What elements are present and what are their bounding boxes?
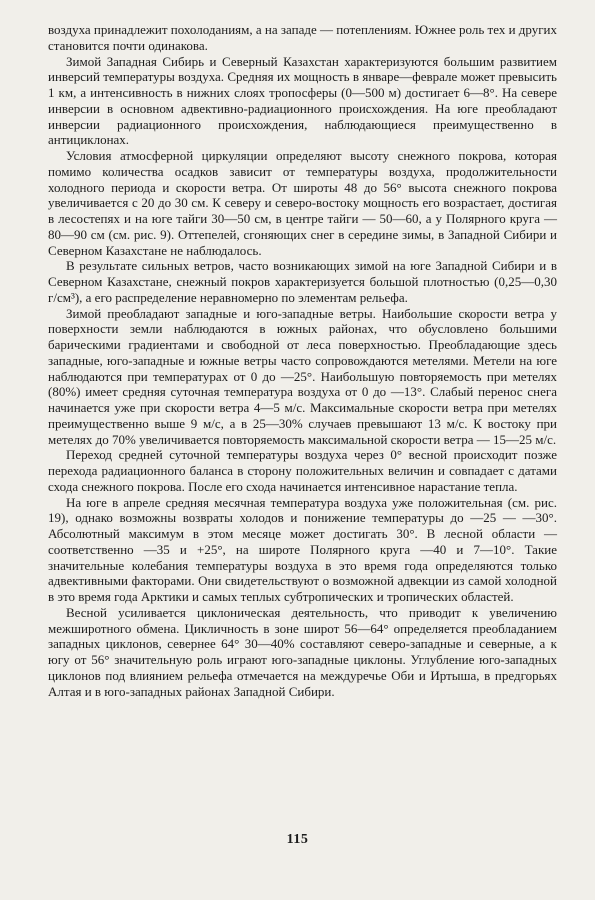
paragraph-cyclonic-activity: Весной усиливается циклоническая деятельность, что приводит к увеличению межширотного обмена. Цикличность в зоне широт 56—64° определяется преобладанием западных циклонов, севернее 64° 30—40% составляют северо-западные и северные, а к югу от 56° значительную роль играют юго-западные циклоны. Углубление юго-западных циклонов под влиянием рельефа отмечается на междуречье Оби и Иртыша, в предгорьях Алтая и в юго-западных районах Западной Сибири. xyxy=(48,604,557,699)
paragraph-winter-winds: Зимой преобладают западные и юго-западные ветры. Наибольшие скорости ветра у поверхности земли наблюдаются в южных районах, что обусловлено большими барическими градиентами и свободной от леса поверхностью. Преобладающие здесь западные, юго-западные и южные ветры часто сопровождаются метелями. Метели на юге наблюдаются при температурах от 0 до —25°. Наибольшую повторяемость при метелях (80%) имеет средняя суточная температура воздуха от 0 до —13°. Слабый перенос снега начинается уже при скорости ветра 4—5 м/с. Максимальные скорости ветра при метелях преимущественно выше 9 м/с, а в 25—30% случаев превышают 13 м/с. К востоку при метелях до 70% увеличивается повторяемость максимальной скорости ветра — 15—25 м/с. xyxy=(48,305,557,447)
text-column xyxy=(48,22,557,699)
paragraph-snow-cover: Условия атмосферной циркуляции определяют высоту снежного покрова, которая помимо количества осадков зависит от температуры воздуха, продолжительности холодного периода и скорости ветра. От широты 48 до 56° высота снежного покрова увеличивается с 20 до 30 см. К северу и северо-востоку мощность его возрастает, достигая в лесостепях и на юге тайги 30—50 см, в центре тайги — 50—60, а у Полярного круга — 80—90 см (см. рис. 9). Оттепелей, сгоняющих снег в середине зимы, в Западной Сибири и Северном Казахстане не наблюдалось. xyxy=(48,148,557,258)
paragraph-april-temperature: На юге в апреле средняя месячная температура воздуха уже положительная (см. рис. 19), однако возможны возвраты холодов и понижение температуры до —25 — —30°. Абсолютный максимум в этом месяце может достигать 30°. В лесной области — соответственно —35 и +25°, на широте Полярного круга —40 и 7—10°. Такие значительные колебания температуры воздуха в это время года определяются только адвективными факторами. Они свидетельствуют о возможной адвекции из самой холодной в это время года Арктики и самых теплых субтропических и тропических областей. xyxy=(48,494,557,604)
paragraph-snow-density: В результате сильных ветров, часто возникающих зимой на юге Западной Сибири и в Северном Казахстане, снежный покров характеризуется большой плотностью (0,25—0,30 г/см³), а его распределение неравномерно по элементам рельефа. xyxy=(48,258,557,305)
page-number: 115 xyxy=(286,832,309,847)
paragraph-winter-inversions: Зимой Западная Сибирь и Северный Казахстан характеризуются большим развитием инверсий температуры воздуха. Средняя их мощность в январе—феврале может превысить 1 км, а интенсивность в нижних слоях тропосферы (0—500 м) достигает 6—8°. На севере инверсии в основном адвективно-радиационного происхождения. На юге преобладают инверсии радиационного происхождения, наблюдающиеся преимущественно в антициклонах. xyxy=(48,53,557,148)
paragraph-spring-transition: Переход средней суточной температуры воздуха через 0° весной происходит позже перехода радиационного баланса в сторону положительных величин и совпадает с датами схода снежного покрова. После его схода начинается интенсивное нарастание тепла. xyxy=(48,447,557,494)
paragraph-continuation: воздуха принадлежит похолоданиям, а на западе — потеплениям. Южнее роль тех и других становится почти одинакова. xyxy=(48,22,558,53)
